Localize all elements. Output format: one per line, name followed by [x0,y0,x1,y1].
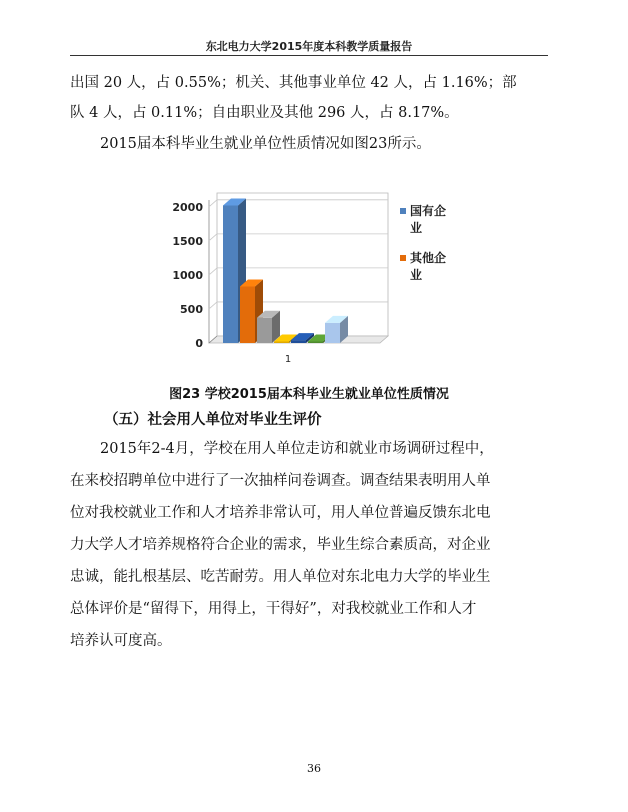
bar-front-1 [223,205,238,343]
employment-chart [167,190,467,370]
legend-swatch-2 [400,255,406,261]
intro-line-2: 队 4 人，占 0.11%；自由职业及其他 296 人，占 8.17%。 [70,105,459,121]
legend-label-1: 国有企业 [410,204,447,235]
y-tick-label: 1000 [172,268,203,282]
y-tick-label: 500 [180,302,203,316]
intro-line-1: 出国 20 人，占 0.55%；机关、其他事业单位 42 人，占 1.16%；部 [70,75,517,91]
body-line-3: 位对我校就业工作和人才培养非常认可，用人单位普遍反馈东北电 [70,505,491,521]
bar-front-4 [274,342,289,344]
bar-front-6 [308,342,323,344]
body-line-7: 培养认可度高。 [70,633,172,649]
figure-caption: 图23 学校2015届本科毕业生就业单位性质情况 [169,387,449,402]
legend-swatch-1 [400,208,406,214]
y-tick-label: 0 [195,337,203,350]
body-line-1: 2015年2-4月，学校在用人单位走访和就业市场调研过程中， [100,441,494,457]
body-line-6: 总体评价是“留得下，用得上，干得好”，对我校就业工作和人才 [70,601,477,617]
body-line-4: 力大学人才培养规格符合企业的需求，毕业生综合素质高，对企业 [70,537,491,553]
bar-front-2 [240,286,255,343]
body-line-2: 在来校招聘单位中进行了一次抽样问卷调查。调查结果表明用人单 [70,473,491,489]
x-tick-label: 1 [284,354,292,365]
gridline-diag [209,268,217,275]
header-rule [70,55,548,56]
page-header-title: 东北电力大学2015年度本科教学质量报告 [205,40,413,53]
intro-line-3: 2015届本科毕业生就业单位性质情况如图23所示。 [100,136,431,152]
bar-chart-svg [167,190,467,370]
bar-front-7 [325,323,340,343]
body-line-5: 忠诚，能扎根基层、吃苦耐劳。用人单位对东北电力大学的毕业生 [70,569,491,585]
legend-label-2: 其他企业 [410,251,447,282]
gridline-diag [209,302,217,309]
bar-front-3 [257,318,272,343]
y-tick-label: 2000 [172,200,203,214]
page-number: 36 [307,762,321,775]
y-tick-label: 1500 [172,234,203,248]
gridline-diag [209,200,217,207]
gridline-diag [209,234,217,241]
bar-front-5 [291,340,306,343]
section-title: （五）社会用人单位对毕业生评价 [104,412,322,428]
